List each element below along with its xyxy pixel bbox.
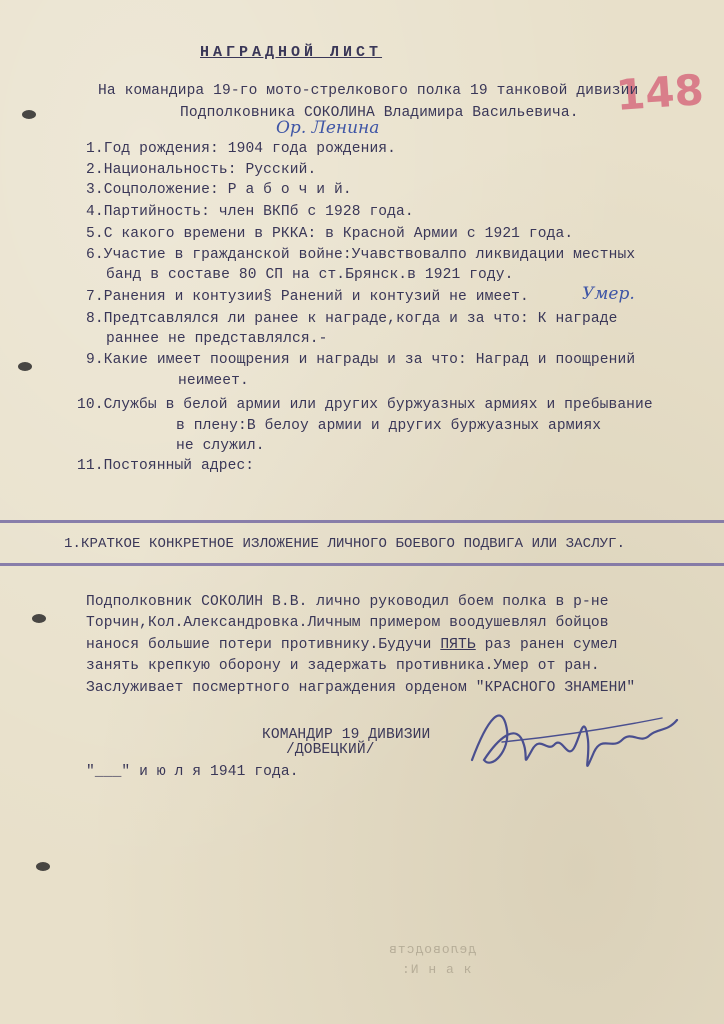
field-11: 11.Постоянный адрес: [77, 458, 255, 474]
body-line-4: занять крепкую оборону и задержать противника.Умер от ран. [86, 658, 600, 674]
field-6-cont: банд в составе 80 СП на ст.Брянск.в 1921 году. [106, 267, 514, 283]
field-10: 10.Службы в белой армии или других буржуазных армиях и пребывание [77, 397, 653, 413]
field-10-cont-1: в плену:В белоу армии и других буржуазных армиях [176, 418, 602, 434]
signature-title: КОМАНДИР 19 ДИВИЗИИ [262, 727, 431, 743]
punch-hole [36, 862, 50, 871]
punch-hole [22, 110, 36, 119]
underlined-word: ПЯТЬ [440, 637, 476, 653]
field-6: 6.Участие в гражданской войне:Учавствовалпо ликвидации местных [86, 247, 636, 263]
handwritten-died-note: Умер. [582, 284, 635, 304]
section-heading: 1.КРАТКОЕ КОНКРЕТНОЕ ИЗЛОЖЕНИЕ ЛИЧНОГО БОЕВОГО ПОДВИГА ИЛИ ЗАСЛУГ. [64, 536, 626, 552]
handwritten-signature [462, 690, 692, 790]
field-1: 1.Год рождения: 1904 года рождения. [86, 141, 397, 157]
field-8-cont: раннее не представлялся.- [106, 331, 328, 347]
punch-hole [18, 362, 32, 371]
faded-mark-1: деловодств [388, 942, 477, 957]
body-line-2: Торчин,Кол.Александровка.Личным примером воодушевлял бойцов [86, 615, 609, 631]
field-2: 2.Национальность: Русский. [86, 162, 317, 178]
section-rule-bottom [0, 563, 724, 566]
field-10-cont-2: не служил. [176, 438, 265, 454]
field-9-cont: неимеет. [178, 373, 249, 389]
field-4: 4.Партийность: член ВКПб с 1928 года. [86, 204, 414, 220]
field-5: 5.С какого времени в РККА: в Красной Армии с 1921 года. [86, 226, 574, 242]
handwritten-order-note: Ор. Ленина [276, 118, 380, 138]
archive-stamp-number: 148 [614, 65, 706, 120]
signature-date: "___" и ю л я 1941 года. [86, 764, 299, 780]
body-line-1: Подполковник СОКОЛИН В.В. лично руководил боем полка в р-не [86, 594, 609, 610]
section-rule-top [0, 520, 724, 523]
field-9: 9.Какие имеет поощрения и награды и за что: Наград и поощрений [86, 352, 636, 368]
body-line-3: нанося большие потери противнику.Будучи ПЯТЬ раз ранен сумел [86, 637, 618, 653]
faded-mark-2: :И н а к [402, 962, 473, 977]
field-7: 7.Ранения и контузии§ Ранений и контузий не имеет. [86, 289, 529, 305]
punch-hole [32, 614, 46, 623]
page-title: НАГРАДНОЙ ЛИСТ [200, 44, 383, 61]
signature-name: /ДОВЕЦКИЙ/ [286, 742, 375, 758]
header-line-1: На командира 19-го мото-стрелкового полка 19 танковой дивизии [98, 83, 639, 99]
header-line-2: Подполковника СОКОЛИНА Владимира Васильевича. [180, 105, 579, 121]
field-8: 8.Предтсавлялся ли ранее к награде,когда и за что: К награде [86, 311, 618, 327]
body-line-5: Заслуживает посмертного награждения орденом "КРАСНОГО ЗНАМЕНИ" [86, 680, 636, 696]
field-3: 3.Соцположение: Р а б о ч и й. [86, 182, 352, 198]
